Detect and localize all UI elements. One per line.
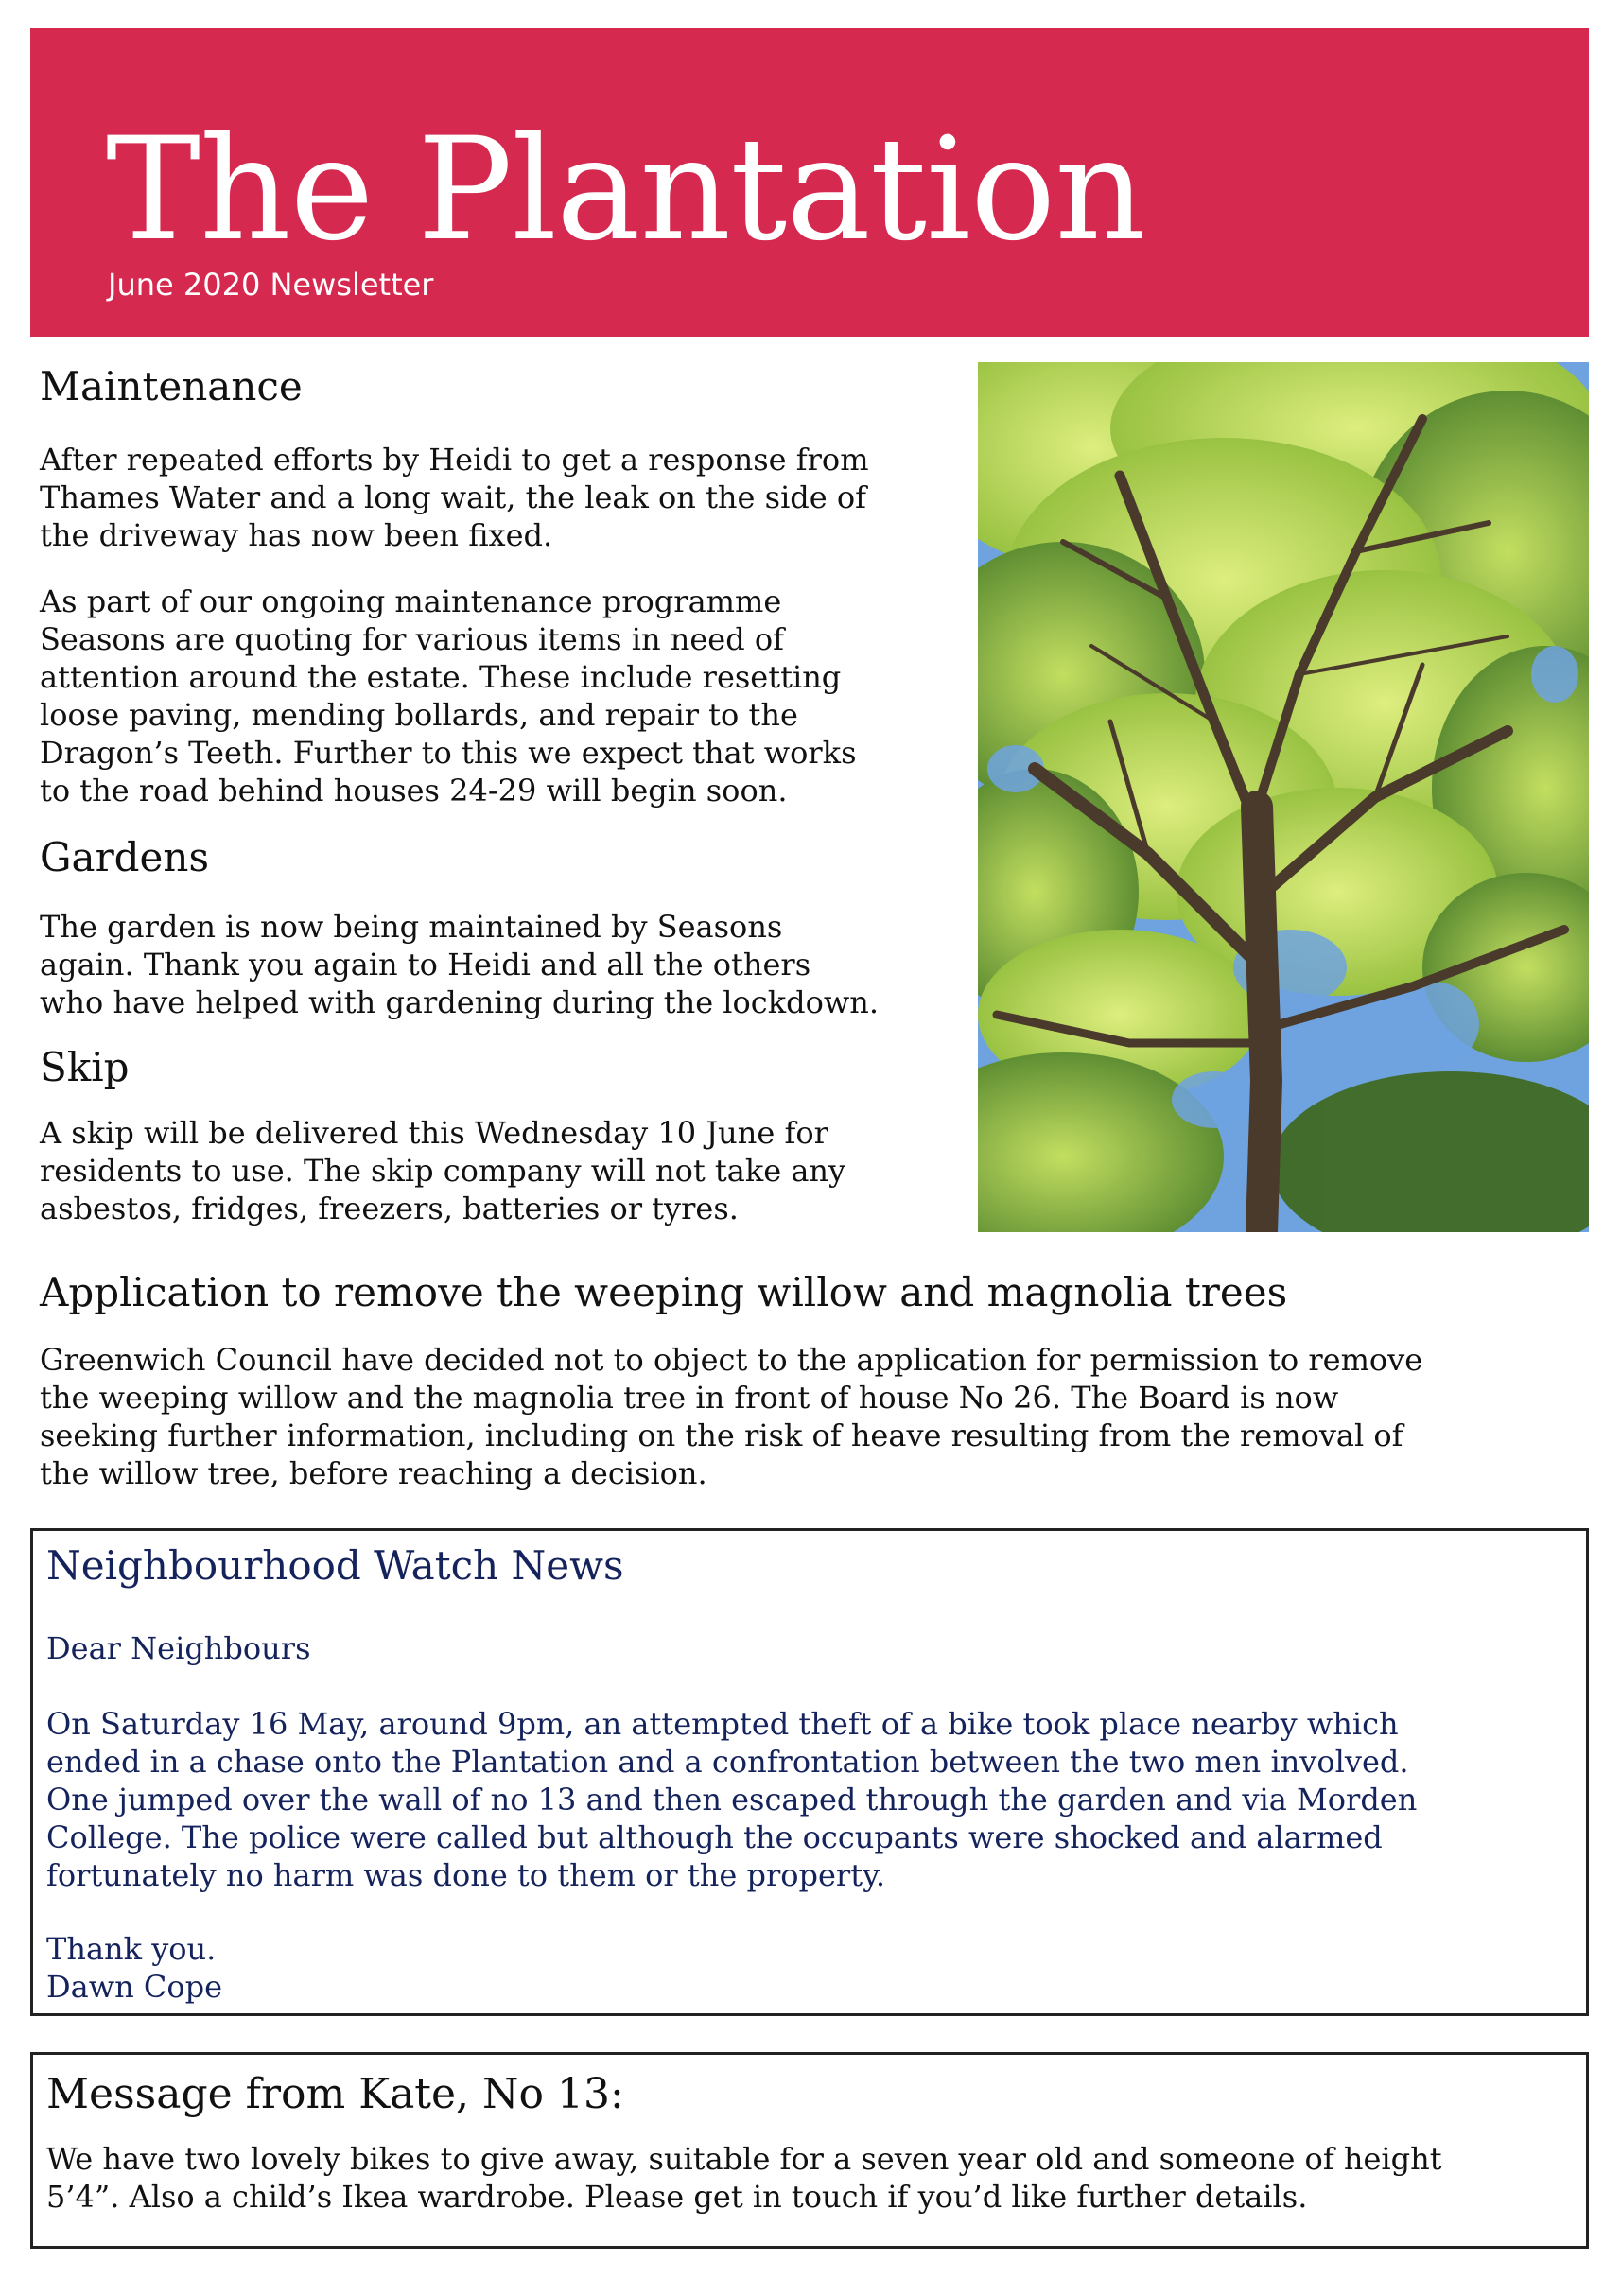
signoff-text: Thank you.: [46, 1931, 217, 1967]
text-line: After repeated efforts by Heidi to get a response from: [40, 442, 869, 478]
neighbourhood-watch-paragraph: [46, 1705, 1417, 1894]
neighbourhood-watch-heading: Neighbourhood Watch News: [46, 1542, 624, 1589]
signature-text: Dawn Cope: [46, 1969, 223, 2005]
text-line: Dragon’s Teeth. Further to this we expect that works: [40, 735, 857, 771]
application-heading: Application to remove the weeping willow and magnolia trees: [40, 1269, 1288, 1315]
text-line: the willow tree, before reaching a decision.: [40, 1455, 707, 1491]
text-line: ended in a chase onto the Plantation and a confrontation between the two men involved.: [46, 1744, 1409, 1780]
application-section: [40, 1271, 1591, 1314]
maintenance-heading: Maintenance: [40, 363, 303, 409]
text-line: fortunately no harm was done to them or the property.: [46, 1857, 886, 1893]
text-line: Thames Water and a long wait, the leak on the side of: [40, 479, 866, 515]
newsletter-title: The Plantation: [106, 108, 1145, 272]
text-line: loose paving, mending bollards, and repair to the: [40, 697, 798, 733]
text-line: seeking further information, including on the risk of heave resulting from the removal of: [40, 1418, 1403, 1453]
gardens-paragraph: [40, 908, 879, 1021]
skip-heading: Skip: [40, 1044, 130, 1090]
tree-canopy-photo: [978, 362, 1589, 1232]
text-line: On Saturday 16 May, around 9pm, an attempted theft of a bike took place nearby which: [46, 1706, 1399, 1742]
maintenance-paragraph-2: [40, 583, 856, 809]
text-line: who have helped with gardening during the lockdown.: [40, 984, 880, 1020]
tree-photo-graphic: [978, 362, 1589, 1232]
maintenance-paragraph-1: [40, 441, 869, 554]
kate-message-box: [30, 2052, 1589, 2249]
maintenance-section: [40, 365, 985, 409]
gardens-section: [40, 836, 985, 879]
text-line: the weeping willow and the magnolia tree in front of house No 26. The Board is now: [40, 1380, 1339, 1416]
application-paragraph: [40, 1341, 1422, 1492]
neighbourhood-watch-signoff: [46, 1930, 222, 2006]
newsletter-subtitle: June 2020 Newsletter: [108, 267, 434, 303]
text-line: One jumped over the wall of no 13 and then escaped through the garden and via Morden: [46, 1782, 1418, 1818]
header-banner: [30, 28, 1589, 337]
text-line: again. Thank you again to Heidi and all the others: [40, 947, 811, 983]
text-line: 5’4”. Also a child’s Ikea wardrobe. Please get in touch if you’d like further details.: [46, 2179, 1308, 2215]
gardens-heading: Gardens: [40, 834, 210, 880]
neighbourhood-watch-box: [30, 1528, 1589, 2016]
text-line: residents to use. The skip company will not take any: [40, 1153, 846, 1189]
text-line: the driveway has now been fixed.: [40, 517, 553, 553]
text-line: asbestos, fridges, freezers, batteries or tyres.: [40, 1191, 739, 1226]
text-line: to the road behind houses 24-29 will begin soon.: [40, 773, 788, 809]
skip-paragraph: [40, 1114, 845, 1227]
kate-message-heading: Message from Kate, No 13:: [46, 2070, 624, 2118]
kate-message-paragraph: [46, 2140, 1442, 2216]
text-line: The garden is now being maintained by Seasons: [40, 909, 783, 945]
text-line: Seasons are quoting for various items in need of: [40, 621, 784, 657]
text-line: attention around the estate. These include resetting: [40, 659, 842, 695]
text-line: Greenwich Council have decided not to object to the application for permission to remove: [40, 1342, 1423, 1378]
text-line: A skip will be delivered this Wednesday 10 June for: [40, 1115, 828, 1151]
text-line: As part of our ongoing maintenance programme: [40, 583, 782, 619]
text-line: College. The police were called but although the occupants were shocked and alarmed: [46, 1819, 1383, 1855]
text-line: We have two lovely bikes to give away, suitable for a seven year old and someone of height: [46, 2141, 1442, 2177]
neighbourhood-watch-greeting: Dear Neighbours: [46, 1630, 311, 1666]
skip-section: [40, 1046, 985, 1089]
